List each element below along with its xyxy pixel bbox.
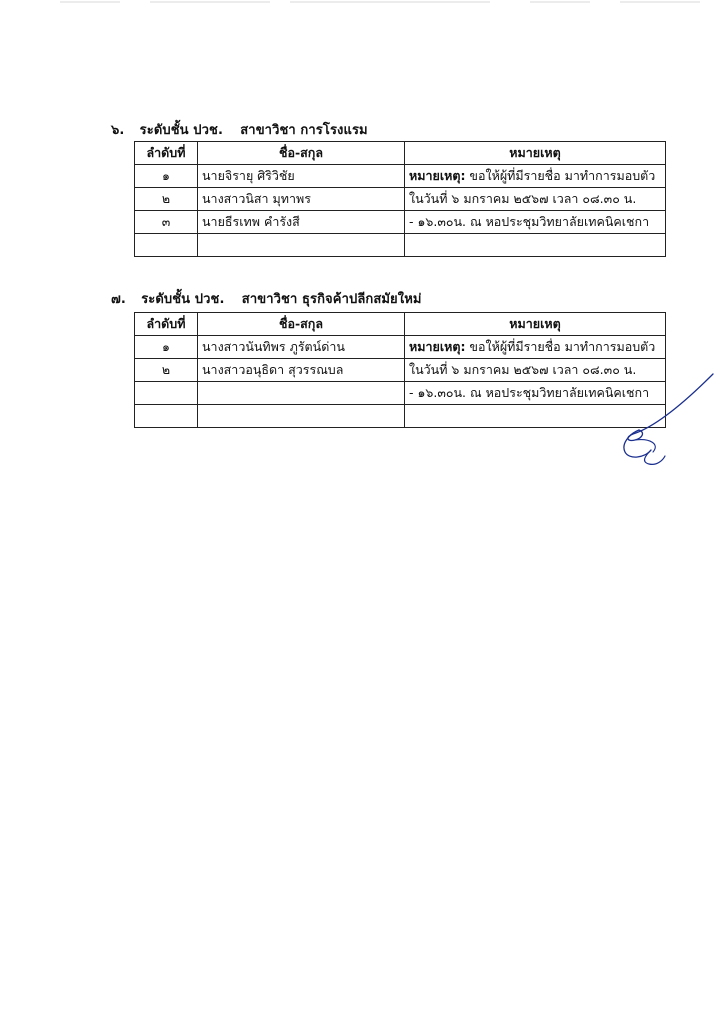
row-name: นางสาวนันทิพร ภูรัตน์ด่าน: [198, 336, 405, 359]
section-6-major: สาขาวิชา การโรงแรม: [240, 123, 368, 138]
row-number: [135, 382, 198, 405]
row-number: ๓: [135, 211, 198, 234]
remark-empty: [405, 234, 666, 257]
remark-date: ในวันที่ ๖ มกราคม ๒๕๖๗ เวลา ๐๘.๓๐ น.: [405, 188, 666, 211]
scan-artifact: [60, 0, 700, 4]
section-6-number: ๖.: [111, 123, 125, 138]
table-header-row: [135, 142, 666, 165]
remark-text: ขอให้ผู้ที่มีรายชื่อ มาทำการมอบตัว: [465, 339, 656, 354]
table-row: [135, 211, 666, 234]
col-header-remark: หมายเหตุ: [405, 313, 666, 336]
remark-cell: [405, 165, 666, 188]
row-number: ๒: [135, 188, 198, 211]
table-row: [135, 165, 666, 188]
row-number: ๑: [135, 165, 198, 188]
section-7-title: [111, 288, 422, 309]
col-header-remark: หมายเหตุ: [405, 142, 666, 165]
row-name: [198, 405, 405, 428]
col-header-no: ลำดับที่: [135, 142, 198, 165]
section-6-title: [111, 119, 368, 140]
remark-date: ในวันที่ ๖ มกราคม ๒๕๖๗ เวลา ๐๘.๓๐ น.: [405, 359, 666, 382]
table-row: [135, 234, 666, 257]
row-name: นางสาวอนุธิดา สุวรรณบล: [198, 359, 405, 382]
row-name: นายธีรเทพ คำรังสี: [198, 211, 405, 234]
col-header-name: ชื่อ-สกุล: [198, 142, 405, 165]
table-row: [135, 336, 666, 359]
remark-location: - ๑๖.๓๐น. ณ หอประชุมวิทยาลัยเทคนิคเชกา: [405, 211, 666, 234]
row-number: ๑: [135, 336, 198, 359]
table-row: [135, 359, 666, 382]
section-6-level: ระดับชั้น ปวช.: [139, 123, 223, 138]
section-7-table: [134, 312, 666, 428]
remark-location: - ๑๖.๓๐น. ณ หอประชุมวิทยาลัยเทคนิคเชกา: [405, 382, 666, 405]
section-6-table: [134, 141, 666, 257]
row-name: [198, 234, 405, 257]
table-row: [135, 405, 666, 428]
table-row: [135, 382, 666, 405]
row-number: [135, 234, 198, 257]
signature-image: [605, 372, 715, 472]
row-name: [198, 382, 405, 405]
section-7-major: สาขาวิชา ธุรกิจค้าปลีกสมัยใหม่: [241, 292, 422, 307]
col-header-no: ลำดับที่: [135, 313, 198, 336]
remark-text: ขอให้ผู้ที่มีรายชื่อ มาทำการมอบตัว: [465, 168, 656, 183]
section-7-number: ๗.: [111, 292, 126, 307]
remark-label: หมายเหตุ:: [409, 339, 466, 354]
row-number: [135, 405, 198, 428]
table-row: [135, 188, 666, 211]
remark-label: หมายเหตุ:: [409, 168, 466, 183]
row-name: นางสาวนิสา มุทาพร: [198, 188, 405, 211]
row-number: ๒: [135, 359, 198, 382]
table-header-row: [135, 313, 666, 336]
col-header-name: ชื่อ-สกุล: [198, 313, 405, 336]
section-7-level: ระดับชั้น ปวช.: [141, 292, 225, 307]
remark-cell: [405, 336, 666, 359]
row-name: นายจิรายุ ศิริวิชัย: [198, 165, 405, 188]
